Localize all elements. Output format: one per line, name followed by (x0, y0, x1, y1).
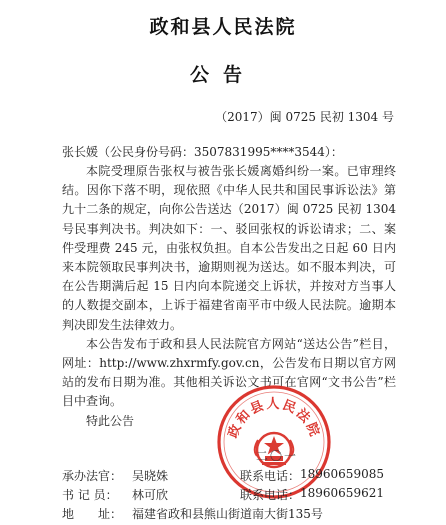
publication-paragraph: 本公告发布于政和县人民法院官方网站“送达公告”栏目，网址：http://www.zhxrmfy.gov.cn，公告发布日期以官方网站的发布日期为准。其他相关诉讼文书可在官网“文书公告”栏目中查询。 (62, 336, 396, 409)
notice-heading: 公告 (189, 64, 256, 86)
judgment-paragraph: 本院受理原告张权与被告张长媛离婚纠纷一案。已审理终结。因你下落不明，现依照《中华人民共和国民事诉讼法》第九十二条的规定，向你公告送达（2017）闽 0725 民初 1304 号民事判决书。判决如下：一、驳回张权的诉讼请求；二、案件受理费 245 元，由张权负担。自本公告发出之日起 60 日内来本院领取民事判决书，逾期则视为送达。如不服本判决，可在公告期满后起 15 日内向本院递交上诉状，并按对方当事人的人数提交副本，上诉于福建省南平市中级人民法院。逾期本判决即发生法律效力。 (62, 164, 396, 332)
case-number: （2017）闽 0725 民初 1304 号 (215, 110, 394, 124)
clerk-label: 书 记 员： (62, 488, 118, 502)
recipient-line: 张长媛（公民身份号码：3507831995****3544）： (62, 145, 343, 159)
clerk-phone: 18960659621 (300, 486, 384, 500)
clerk-row (62, 486, 422, 505)
judge-name: 吴晓姝 (132, 469, 169, 483)
seal-text: 政和县人民法院 (225, 397, 323, 441)
judge-row (62, 467, 422, 486)
address-row (62, 505, 422, 524)
address-label: 地 址： (62, 507, 123, 521)
contact-footer (62, 467, 422, 524)
date-line: 二〇一 (256, 449, 299, 463)
clerk-phone-label: 联系电话： (240, 488, 301, 502)
court-address: 福建省政和县熊山街道南大街135号 (132, 507, 323, 521)
clerk-name: 林可欣 (132, 488, 169, 502)
judge-phone: 18960659085 (300, 467, 384, 481)
closing-line: 特此公告 (86, 413, 135, 428)
judge-phone-label: 联系电话： (240, 469, 301, 483)
court-title: 政和县人民法院 (149, 16, 297, 38)
judge-label: 承办法官： (62, 469, 123, 483)
